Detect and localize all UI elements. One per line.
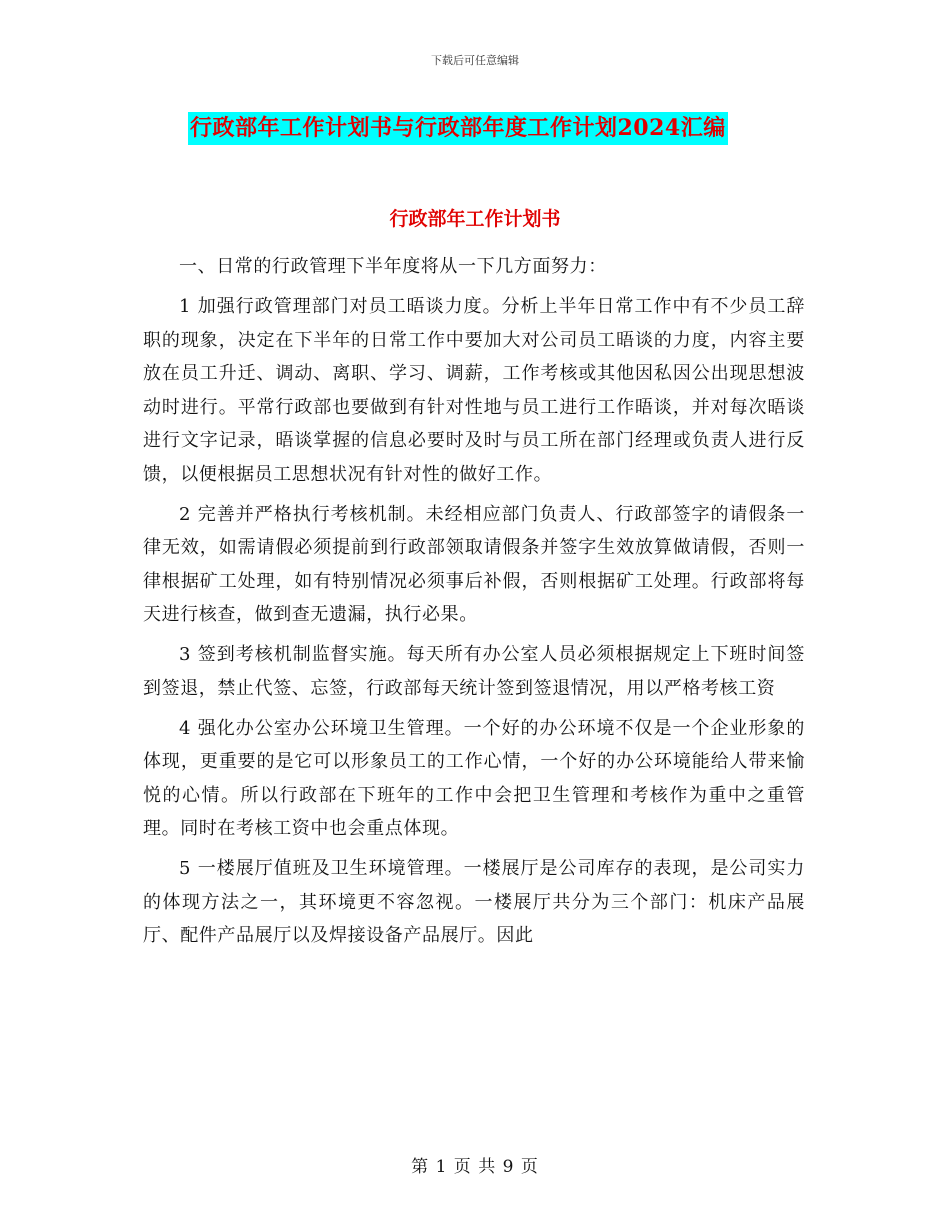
paragraph-item-3: 3 签到考核机制监督实施。每天所有办公室人员必须根据规定上下班时间签到签退，禁止代签、忘签，行政部每天统计签到签退情况，用以严格考核工资 bbox=[143, 644, 805, 699]
paragraph-item-2: 2 完善并严格执行考核机制。未经相应部门负责人、行政部签字的请假条一律无效，如需请假必须提前到行政部领取请假条并签字生效放算做请假，否则一律根据矿工处理，如有特别情况必须事后补假，否则根据矿工处理。行政部将每天进行核查，做到查无遗漏，执行必果。 bbox=[143, 503, 805, 625]
paragraph-item-1: 1 加强行政管理部门对员工晤谈力度。分析上半年日常工作中有不少员工辞职的现象，决定在下半年的日常工作中要加大对公司员工晤谈的力度，内容主要放在员工升迁、调动、离职、学习、调薪，工作考核或其他因私因公出现思想波动时进行。平常行政部也要做到有针对性地与员工进行工作晤谈，并对每次晤谈进行文字记录，晤谈掌握的信息必要时及时与员工所在部门经理或负责人进行反馈，以便根据员工思想状况有针对性的做好工作。 bbox=[143, 296, 805, 485]
body-text bbox=[143, 250, 805, 959]
header-note: 下载后可任意编辑 bbox=[431, 54, 519, 67]
document-title: 行政部年工作计划书与行政部年度工作计划2024汇编 bbox=[188, 112, 728, 145]
paragraph-item-4: 4 强化办公室办公环境卫生管理。一个好的办公环境不仅是一个企业形象的体现，更重要的是它可以形象员工的工作心情，一个好的办公环境能给人带来愉悦的心情。所以行政部在下班年的工作中会把卫生管理和考核作为重中之重管理。同时在考核工资中也会重点体现。 bbox=[143, 717, 805, 839]
paragraph-intro: 一、日常的行政管理下半年度将从一下几方面努力： bbox=[179, 256, 607, 277]
paragraph-item-5: 5 一楼展厅值班及卫生环境管理。一楼展厅是公司库存的表现，是公司实力的体现方法之一，其环境更不容忽视。一楼展厅共分为三个部门：机床产品展厅、配件产品展厅以及焊接设备产品展厅。因此 bbox=[143, 858, 805, 946]
page-number: 第 1 页 共 9 页 bbox=[411, 1157, 539, 1177]
section-title: 行政部年工作计划书 bbox=[389, 208, 561, 230]
